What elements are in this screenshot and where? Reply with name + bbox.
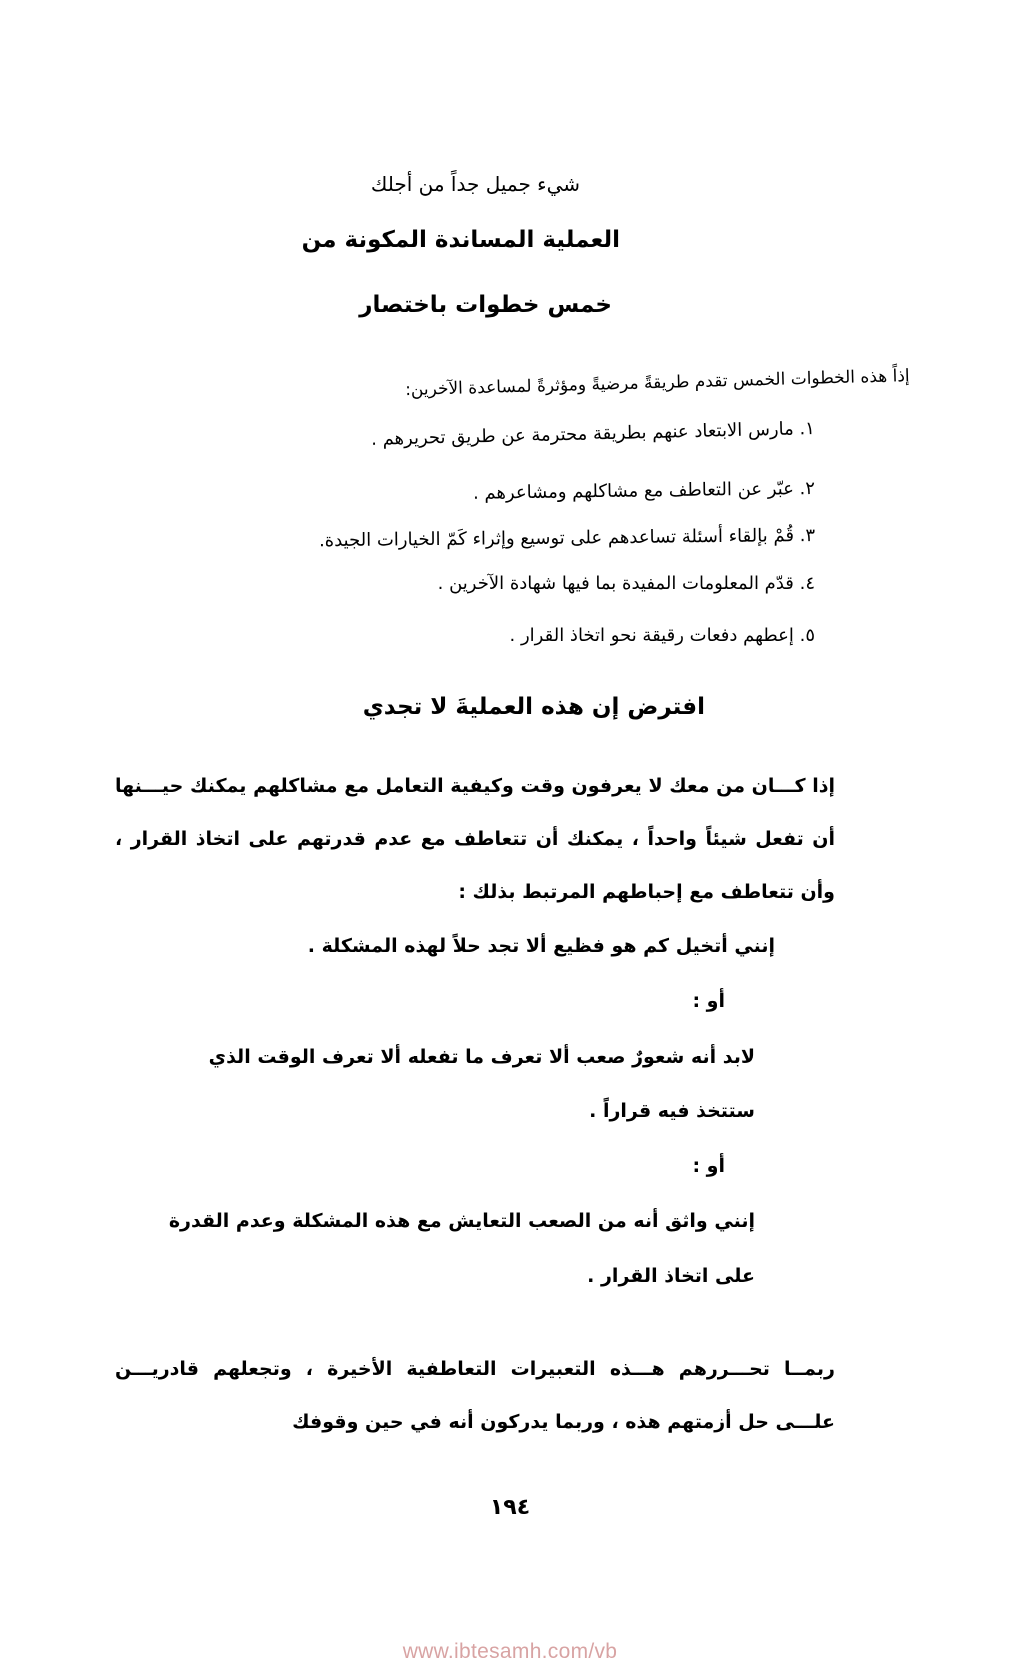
page-number: ١٩٤ (489, 1495, 531, 1520)
quote-2-line-1: لابد أنه شعورٌ صعب ألا تعرف ما تفعله ألا تعرف الوقت الذي (208, 1046, 755, 1068)
title-line-2: خمس خطوات باختصار (359, 292, 612, 318)
or-separator-2: أو : (692, 1155, 725, 1177)
quote-3-line-1: إنني واثق أنه من الصعب التعايش مع هذه المشكلة وعدم القدرة (168, 1210, 755, 1232)
title-line-1: العملية المساندة المكونة من (301, 227, 620, 253)
step-3: ٣. قُمْ بإلقاء أسئلة تساعدهم على توسيع وإثراء كَمّ الخيارات الجيدة. (318, 525, 816, 552)
step-1: ١. مارس الابتعاد عنهم بطريقة محترمة عن طريق تحريرهم . (371, 418, 816, 450)
section-heading: افترض إن هذه العمليةَ لا تجدي (362, 694, 705, 720)
step-4: ٤. قدّم المعلومات المفيدة بما فيها شهادة الآخرين . (437, 573, 815, 594)
or-separator-1: أو : (692, 990, 725, 1012)
step-5: ٥. إعطهم دفعات رقيقة نحو اتخاذ القرار . (509, 625, 815, 646)
paragraph-1: إذا كـــان من معك لا يعرفون وقت وكيفية التعامل مع مشاكلهم يمكنك حيـــنها أن تفعل شيئاً واحداً ، يمكنك أن تتعاطف مع عدم قدرتهم على اتخاذ القرار ، وأن تتعاطف مع إحباطهم المرتبط بذلك : (115, 775, 835, 903)
quote-3-line-2: على اتخاذ القرار . (587, 1265, 755, 1287)
watermark-url: www.ibtesamh.com/vb (402, 1640, 618, 1663)
intro-line: شيء جميل جداً من أجلك (370, 172, 580, 196)
lead-sentence: إذاً هذه الخطوات الخمس تقدم طريقةً مرضيةً ومؤثرةً لمساعدة الآخرين: (405, 366, 911, 401)
step-2: ٢. عبّر عن التعاطف مع مشاكلهم ومشاعرهم . (472, 478, 816, 504)
quote-1: إنني أتخيل كم هو فظيع ألا تجد حلاً لهذه المشكلة . (307, 935, 775, 957)
paragraph-2: ربمــا تحـــررهم هـــذه التعبيرات التعاطفية الأخيرة ، وتجعلهم قادريـــن علـــى حل أزمتهم هذه ، وربما يدركون أنه في حين وقوفك (115, 1358, 835, 1433)
quote-2-line-2: ستتخذ فيه قراراً . (589, 1100, 755, 1122)
